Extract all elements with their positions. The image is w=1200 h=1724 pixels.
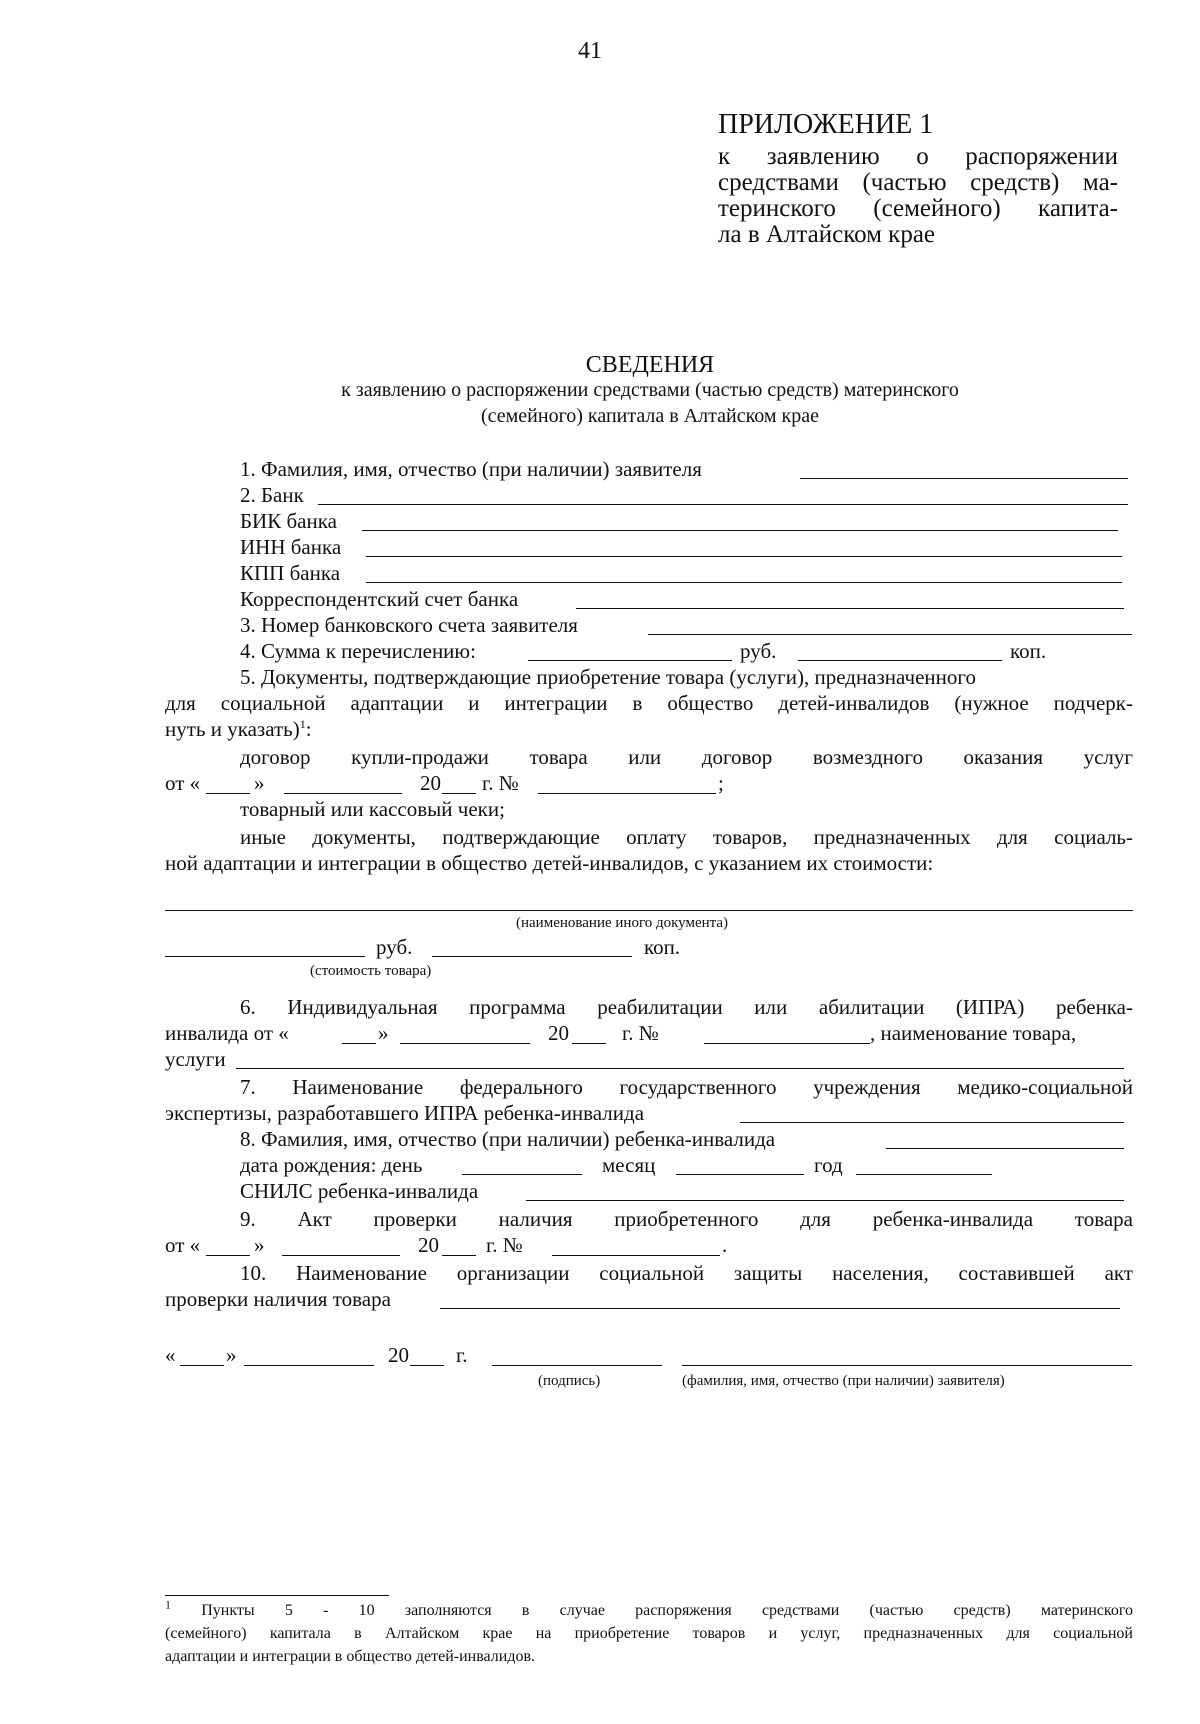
mse-institution-line[interactable]	[740, 1122, 1124, 1123]
field-bik-line[interactable]	[362, 530, 1118, 531]
footnote-line-3: адаптации и интеграции в общество детей-инвалидов.	[165, 1648, 536, 1665]
contract-number-line[interactable]	[538, 793, 716, 794]
act-number-label: г. №	[486, 1233, 523, 1257]
other-document-name-line[interactable]	[165, 910, 1133, 911]
cost-caption: (стоимость товара)	[310, 963, 432, 979]
social-org-line[interactable]	[440, 1308, 1120, 1309]
child-dob-day-label: дата рождения: день	[240, 1153, 423, 1177]
page-number: 41	[578, 38, 602, 64]
contract-semicolon: ;	[718, 771, 724, 795]
field-amount-rub-line[interactable]	[528, 660, 732, 661]
footnote-separator	[165, 1595, 389, 1596]
act-quote-close: »	[254, 1233, 265, 1257]
field-bank-line[interactable]	[318, 504, 1128, 505]
child-name-line[interactable]	[886, 1148, 1124, 1149]
ipra-month-line[interactable]	[400, 1043, 530, 1044]
other-document-caption: (наименование иного документа)	[516, 915, 729, 931]
child-dob-year-label: год	[814, 1153, 843, 1177]
appendix-title: ПРИЛОЖЕНИЕ 1	[718, 109, 934, 140]
section-5-other-line-2: ной адаптации и интеграции в общество детей-инвалидов, с указанием их стоимости:	[165, 851, 934, 875]
child-snils-line[interactable]	[526, 1200, 1124, 1201]
applicant-fio-line[interactable]	[682, 1365, 1132, 1366]
field-kpp-line[interactable]	[366, 582, 1122, 583]
field-applicant-name-label: 1. Фамилия, имя, отчество (при наличии) заявителя	[240, 457, 702, 481]
sign-month-line[interactable]	[244, 1365, 374, 1366]
child-dob-month-label: месяц	[602, 1153, 656, 1177]
field-account-number-label: 3. Номер банковского счета заявителя	[240, 613, 578, 637]
field-bank-label: 2. Банк	[240, 483, 304, 507]
ipra-number-line[interactable]	[704, 1043, 870, 1044]
contract-year-prefix: 20	[420, 771, 441, 795]
ipra-year-prefix: 20	[548, 1021, 569, 1045]
contract-quote-close: »	[254, 771, 265, 795]
field-account-number-line[interactable]	[648, 634, 1132, 635]
footnote-line-2: (семейного) капитала в Алтайском крае на приобретение товаров и услуг, предназначенных для социальной	[165, 1625, 1133, 1642]
act-ot-label: от «	[165, 1233, 201, 1257]
field-corr-account-line[interactable]	[576, 608, 1124, 609]
section-9-line-1: 9. Акт проверки наличия приобретенного для ребенка-инвалида товара	[240, 1207, 1133, 1231]
appendix-line-3: теринского (семейного) капита-	[718, 195, 1118, 222]
amount-rub-label: руб.	[740, 639, 777, 663]
act-month-line[interactable]	[282, 1255, 400, 1256]
sign-year-prefix: 20	[388, 1343, 409, 1367]
ipra-day-line[interactable]	[342, 1043, 376, 1044]
section-5-line-2: для социальной адаптации и интеграции в общество детей-инвалидов (нужное подчерк-	[165, 691, 1133, 715]
contract-year-line[interactable]	[442, 793, 476, 794]
contract-month-line[interactable]	[284, 793, 402, 794]
section-10-line-2: проверки наличия товара	[165, 1287, 391, 1311]
contract-number-label: г. №	[482, 771, 519, 795]
child-dob-year-line[interactable]	[856, 1174, 992, 1175]
sign-year-line[interactable]	[410, 1365, 444, 1366]
contract-ot-label: от «	[165, 771, 201, 795]
section-7-line-2: экспертизы, разработавшего ИПРА ребенка-инвалида	[165, 1101, 645, 1125]
section-5-line-3: нуть и указать)$^1$:	[165, 717, 312, 741]
signature-line[interactable]	[492, 1365, 662, 1366]
field-inn-label: ИНН банка	[240, 535, 342, 559]
child-snils-label: СНИЛС ребенка-инвалида	[240, 1179, 479, 1203]
amount-kop-label: коп.	[1010, 639, 1047, 663]
ipra-goods-name-label: , наименование товара,	[870, 1021, 1077, 1045]
act-period: .	[722, 1233, 728, 1257]
footnote-marker: 1	[299, 717, 306, 731]
section-5-checks: товарный или кассовый чеки;	[240, 797, 505, 821]
section-5-contract: договор купли-продажи товара или договор возмездного оказания услуг	[240, 745, 1133, 769]
section-6-from-label: инвалида от «	[165, 1021, 289, 1045]
sign-day-line[interactable]	[180, 1365, 224, 1366]
sign-date-close-quote: »	[226, 1343, 237, 1367]
section-10-line-1: 10. Наименование организации социальной защиты населения, составившей акт	[240, 1261, 1133, 1285]
form-subtitle-line-2: (семейного) капитала в Алтайском крае	[480, 405, 820, 427]
cost-rub-line[interactable]	[165, 956, 365, 957]
section-5-other-line-1: иные документы, подтверждающие оплату товаров, предназначенных для социаль-	[240, 825, 1133, 849]
act-number-line[interactable]	[552, 1255, 720, 1256]
cost-rub-label: руб.	[376, 935, 413, 959]
sign-year-suffix: г.	[456, 1343, 468, 1367]
act-day-line[interactable]	[206, 1255, 250, 1256]
field-bik-label: БИК банка	[240, 509, 337, 533]
services-line[interactable]	[236, 1068, 1124, 1069]
field-corr-account-label: Корреспондентский счет банка	[240, 587, 519, 611]
sign-date-open-quote: «	[165, 1343, 176, 1367]
ipra-number-label: г. №	[622, 1021, 659, 1045]
field-kpp-label: КПП банка	[240, 561, 341, 585]
section-5-line-1: 5. Документы, подтверждающие приобретение товара (услуги), предназначенного	[240, 665, 976, 689]
field-amount-kop-line[interactable]	[798, 660, 1002, 661]
section-7-line-1: 7. Наименование федерального государственного учреждения медико-социальной	[240, 1075, 1133, 1099]
appendix-line-2: средствами (частью средств) ма-	[718, 169, 1118, 196]
field-inn-line[interactable]	[366, 556, 1122, 557]
child-dob-month-line[interactable]	[676, 1174, 804, 1175]
footnote-mark: 1	[165, 1597, 171, 1612]
field-applicant-name-line[interactable]	[800, 478, 1128, 479]
ipra-year-line[interactable]	[572, 1043, 606, 1044]
signature-caption: (подпись)	[538, 1373, 601, 1389]
child-dob-day-line[interactable]	[462, 1174, 582, 1175]
appendix-line-1: к заявлению о распоряжении	[718, 143, 1118, 170]
section-6-line-1: 6. Индивидуальная программа реабилитации или абилитации (ИПРА) ребенка-	[240, 995, 1133, 1019]
act-year-prefix: 20	[418, 1233, 439, 1257]
cost-kop-line[interactable]	[432, 956, 632, 957]
section-6-services-label: услуги	[165, 1047, 226, 1071]
applicant-fio-caption: (фамилия, имя, отчество (при наличии) заявителя)	[682, 1373, 1005, 1389]
act-year-line[interactable]	[442, 1255, 476, 1256]
cost-kop-label: коп.	[644, 935, 681, 959]
contract-day-line[interactable]	[206, 793, 250, 794]
form-title: СВЕДЕНИЯ	[585, 352, 715, 378]
appendix-line-4: ла в Алтайском крае	[718, 221, 936, 248]
form-subtitle-line-1: к заявлению о распоряжении средствами (частью средств) материнского	[341, 379, 959, 401]
footnote-line-1: $^1$ Пункты 5 - 10 заполняются в случае распоряжения средствами (частью средств) материнского	[165, 1597, 1134, 1619]
ipra-quote-close: »	[378, 1021, 389, 1045]
section-8-label: 8. Фамилия, имя, отчество (при наличии) ребенка-инвалида	[240, 1127, 776, 1151]
field-amount-label: 4. Сумма к перечислению:	[240, 639, 476, 663]
